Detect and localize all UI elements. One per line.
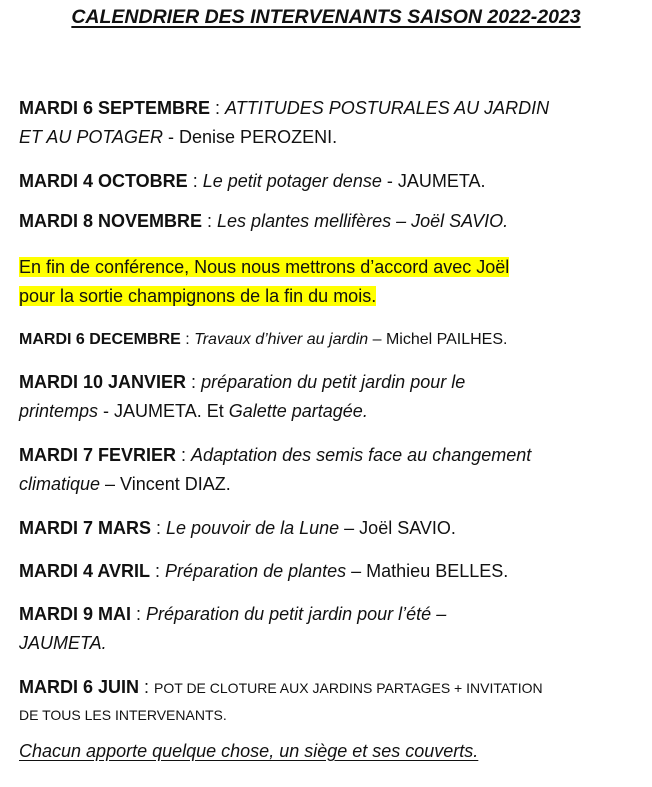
entry-text: POT DE CLOTURE AUX JARDINS PARTAGES + INVITATION [154, 680, 543, 696]
entry-speaker: – Mathieu BELLES. [346, 561, 509, 581]
entry-speaker: - JAUMETA. [381, 171, 486, 191]
entry-novembre [19, 207, 634, 236]
entry-separator: : [176, 445, 192, 465]
entry-date: MARDI 7 MARS [19, 518, 152, 538]
entry-text: DE TOUS LES INTERVENANTS. [19, 707, 227, 723]
entry-topic: Le pouvoir de la Lune [166, 518, 340, 538]
entry-decembre [19, 325, 634, 354]
entry-mars [19, 514, 634, 543]
closing-note [19, 737, 634, 766]
note-line-2: pour la sortie champignons de la fin du mois. [19, 286, 377, 306]
entry-fevrier [19, 441, 634, 499]
entry-octobre [19, 167, 634, 196]
entry-separator: : [186, 372, 202, 392]
entry-date: MARDI 8 NOVEMBRE [19, 211, 203, 231]
entry-mai [19, 600, 634, 658]
entry-topic: ATTITUDES POSTURALES AU JARDIN [225, 98, 550, 118]
entry-date: MARDI 6 SEPTEMBRE [19, 98, 211, 118]
entry-topic: JAUMETA. [19, 633, 107, 653]
entry-date: MARDI 6 JUIN [19, 677, 140, 697]
entry-date: MARDI 9 MAI [19, 604, 131, 624]
entry-separator: : [210, 98, 226, 118]
entry-topic: Le petit potager dense [202, 171, 382, 191]
entry-separator: : [150, 561, 166, 581]
entry-separator: : [139, 677, 155, 697]
entry-speaker: - Denise PEROZENI. [163, 127, 338, 147]
entry-speaker: – Michel PAILHES. [368, 331, 508, 348]
entry-separator: : [131, 604, 147, 624]
entry-topic: Travaux d’hiver au jardin [194, 331, 369, 348]
entry-topic: climatique [19, 474, 101, 494]
entry-date: MARDI 7 FEVRIER [19, 445, 177, 465]
note-line-1: En fin de conférence, Nous nous mettrons d’accord avec Joël [19, 257, 510, 277]
entry-speaker: - JAUMETA. Et [98, 401, 229, 421]
entry-date: MARDI 10 JANVIER [19, 372, 187, 392]
entry-separator: : [187, 171, 203, 191]
entry-separator: : [180, 331, 195, 348]
entry-juin [19, 674, 634, 728]
entry-speaker: – Joël SAVIO. [339, 518, 456, 538]
entry-septembre [19, 94, 634, 152]
entry-topic: ET AU POTAGER [19, 127, 164, 147]
document-title: CALENDRIER DES INTERVENANTS SAISON 2022-2023 [71, 6, 581, 28]
entry-date: MARDI 4 OCTOBRE [19, 171, 188, 191]
entry-topic: Les plantes mellifères – Joël SAVIO. [217, 211, 509, 231]
entry-topic: Préparation de plantes [165, 561, 347, 581]
entry-separator: : [202, 211, 218, 231]
entry-extra: Galette partagée. [228, 401, 368, 421]
entry-topic: Adaptation des semis face au changement [191, 445, 532, 465]
entry-janvier [19, 368, 634, 426]
entry-separator: : [151, 518, 167, 538]
entry-topic: préparation du petit jardin pour le [201, 372, 466, 392]
closing-text: Chacun apporte quelque chose, un siège et ses couverts. [19, 741, 479, 761]
entry-topic: Préparation du petit jardin pour l’été – [146, 604, 447, 624]
entry-avril [19, 557, 634, 586]
highlighted-note [19, 253, 634, 311]
entry-speaker: – Vincent DIAZ. [100, 474, 231, 494]
entry-topic: printemps [19, 401, 99, 421]
entry-date: MARDI 6 DECEMBRE [19, 331, 181, 348]
entry-date: MARDI 4 AVRIL [19, 561, 151, 581]
